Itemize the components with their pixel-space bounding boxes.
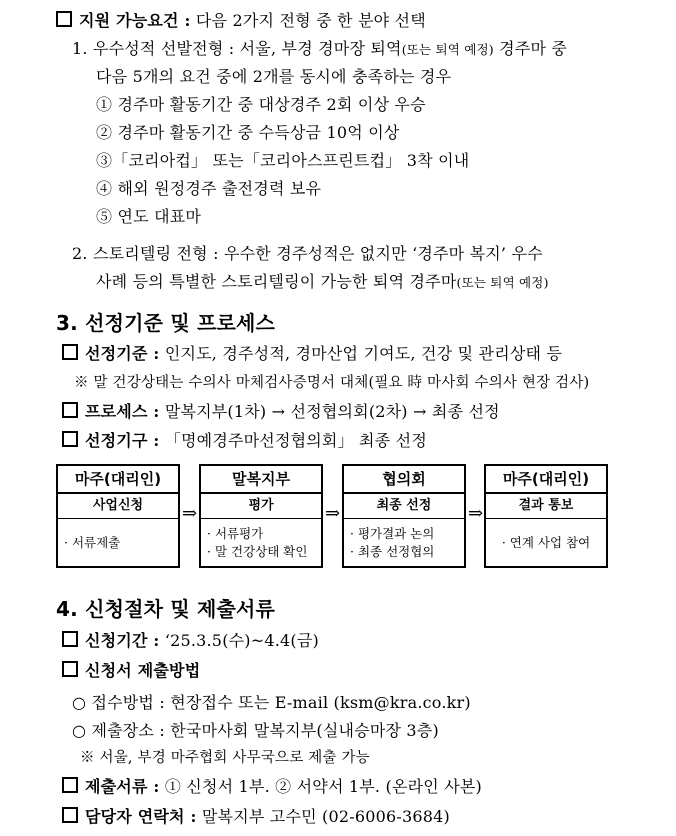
docs-text: ① 신청서 1부. ② 서약서 1부. (온라인 사본): [164, 777, 482, 796]
support-header: [56, 10, 426, 32]
method-item-place: ○ 제출장소 : 한국마사회 말복지부(실내승마장 3층): [72, 721, 439, 740]
period-row: [62, 630, 319, 652]
flow-step-subtitle: 최종 선정: [344, 494, 464, 519]
contact-row: [62, 806, 450, 828]
process-label: 프로세스 :: [85, 402, 160, 421]
period-text: ‘25.3.5(수)~4.4(금): [164, 631, 319, 650]
method-label: 신청서 제출방법: [85, 661, 201, 680]
flow-step-title: 마주(대리인): [486, 466, 606, 494]
selection-body-label: 선정기구 :: [85, 431, 160, 450]
item2-line2: [96, 271, 549, 294]
item1-line2: 다음 5개의 요건 중에 2개를 동시에 충족하는 경우: [96, 67, 452, 86]
item2-line2-main: 사례 등의 특별한 스토리텔링이 가능한 퇴역 경주마: [96, 272, 457, 291]
flow-step-council: [342, 464, 466, 568]
checkbox-icon: [62, 661, 78, 677]
item1-line1: [72, 38, 567, 61]
flow-step-subtitle: 결과 통보: [486, 494, 606, 519]
checkbox-icon: [56, 11, 72, 27]
flow-step-applicant: [56, 464, 180, 568]
item1-line1-main: 1. 우수성적 선발전형 : 서울, 부경 경마장 퇴역: [72, 39, 402, 58]
flow-step-line: · 서류제출: [64, 535, 121, 550]
flow-arrow-icon: ⇒: [468, 503, 484, 524]
flow-step-notify: [484, 464, 608, 568]
item1-line1-tail: 경주마 중: [493, 39, 568, 58]
item1-line1-small: (또는 퇴역 예정): [401, 42, 494, 57]
flow-step-subtitle: 평가: [201, 494, 321, 519]
support-header-text: 다음 2가지 전형 중 한 분야 선택: [195, 11, 426, 30]
flow-step-line: · 말 건강상태 확인: [207, 544, 308, 559]
flow-step-subtitle: 사업신청: [58, 494, 178, 519]
process-row: [62, 401, 500, 423]
section3-title: 3. 선정기준 및 프로세스: [56, 311, 276, 335]
process-text: 말복지부(1차) → 선정협의회(2차) → 최종 선정: [164, 402, 500, 421]
criteria-row: [62, 343, 562, 365]
checkbox-icon: [62, 431, 78, 447]
checkbox-icon: [62, 631, 78, 647]
section4-title: 4. 신청절차 및 제출서류: [56, 597, 276, 621]
flow-step-body: [58, 519, 178, 567]
process-flow: [56, 464, 608, 568]
flow-step-body: [486, 519, 606, 567]
flow-step-title: 협의회: [344, 466, 464, 494]
criteria-text: 인지도, 경주성적, 경마산업 기여도, 건강 및 관리상태 등: [164, 344, 563, 363]
criteria-label: 선정기준 :: [85, 344, 160, 363]
flow-step-title: 말복지부: [201, 466, 321, 494]
support-header-label: 지원 가능요건 :: [79, 11, 191, 30]
period-label: 신청기간 :: [85, 631, 160, 650]
checkbox-icon: [62, 344, 78, 360]
flow-step-title: 마주(대리인): [58, 466, 178, 494]
flow-step-line: · 서류평가: [207, 526, 264, 541]
docs-label: 제출서류 :: [85, 777, 160, 796]
checkbox-icon: [62, 777, 78, 793]
flow-step-body: [344, 519, 464, 567]
flow-step-body: [201, 519, 321, 567]
method-note: ※ 서울, 부경 마주협회 사무국으로 제출 가능: [80, 750, 370, 766]
item2-line2-small: (또는 퇴역 예정): [456, 275, 549, 290]
flow-step-line: · 평가결과 논의: [350, 526, 435, 541]
contact-text: 말복지부 고수민 (02-6006-3684): [201, 807, 450, 826]
selection-body-text: 「명예경주마선정협의회」 최종 선정: [164, 431, 427, 450]
item2-line1: 2. 스토리텔링 전형 : 우수한 경주성적은 없지만 ‘경주마 복지’ 우수: [72, 244, 543, 263]
criterion-3: ③「코리아컵」 또는「코리아스프린트컵」 3착 이내: [96, 151, 470, 170]
method-item-email: ○ 접수방법 : 현장접수 또는 E-mail (ksm@kra.co.kr): [72, 693, 471, 712]
method-row: [62, 660, 200, 682]
flow-step-line: · 연계 사업 참여: [501, 535, 591, 550]
health-note: ※ 말 건강상태는 수의사 마체검사증명서 대체(필요 時 마사회 수의사 현장 검사): [74, 375, 590, 391]
contact-label: 담당자 연락처 :: [85, 807, 197, 826]
docs-row: [62, 776, 482, 798]
criterion-1: ① 경주마 활동기간 중 대상경주 2회 이상 우승: [96, 95, 426, 114]
flow-arrow-icon: ⇒: [182, 503, 198, 524]
selection-body-row: [62, 430, 427, 452]
criterion-2: ② 경주마 활동기간 중 수득상금 10억 이상: [96, 123, 400, 142]
flow-arrow-icon: ⇒: [325, 503, 341, 524]
checkbox-icon: [62, 807, 78, 823]
criterion-4: ④ 해외 원정경주 출전경력 보유: [96, 179, 322, 198]
checkbox-icon: [62, 402, 78, 418]
flow-step-welfare: [199, 464, 323, 568]
flow-step-line: · 최종 선정협의: [350, 544, 435, 559]
criterion-5: ⑤ 연도 대표마: [96, 207, 202, 226]
